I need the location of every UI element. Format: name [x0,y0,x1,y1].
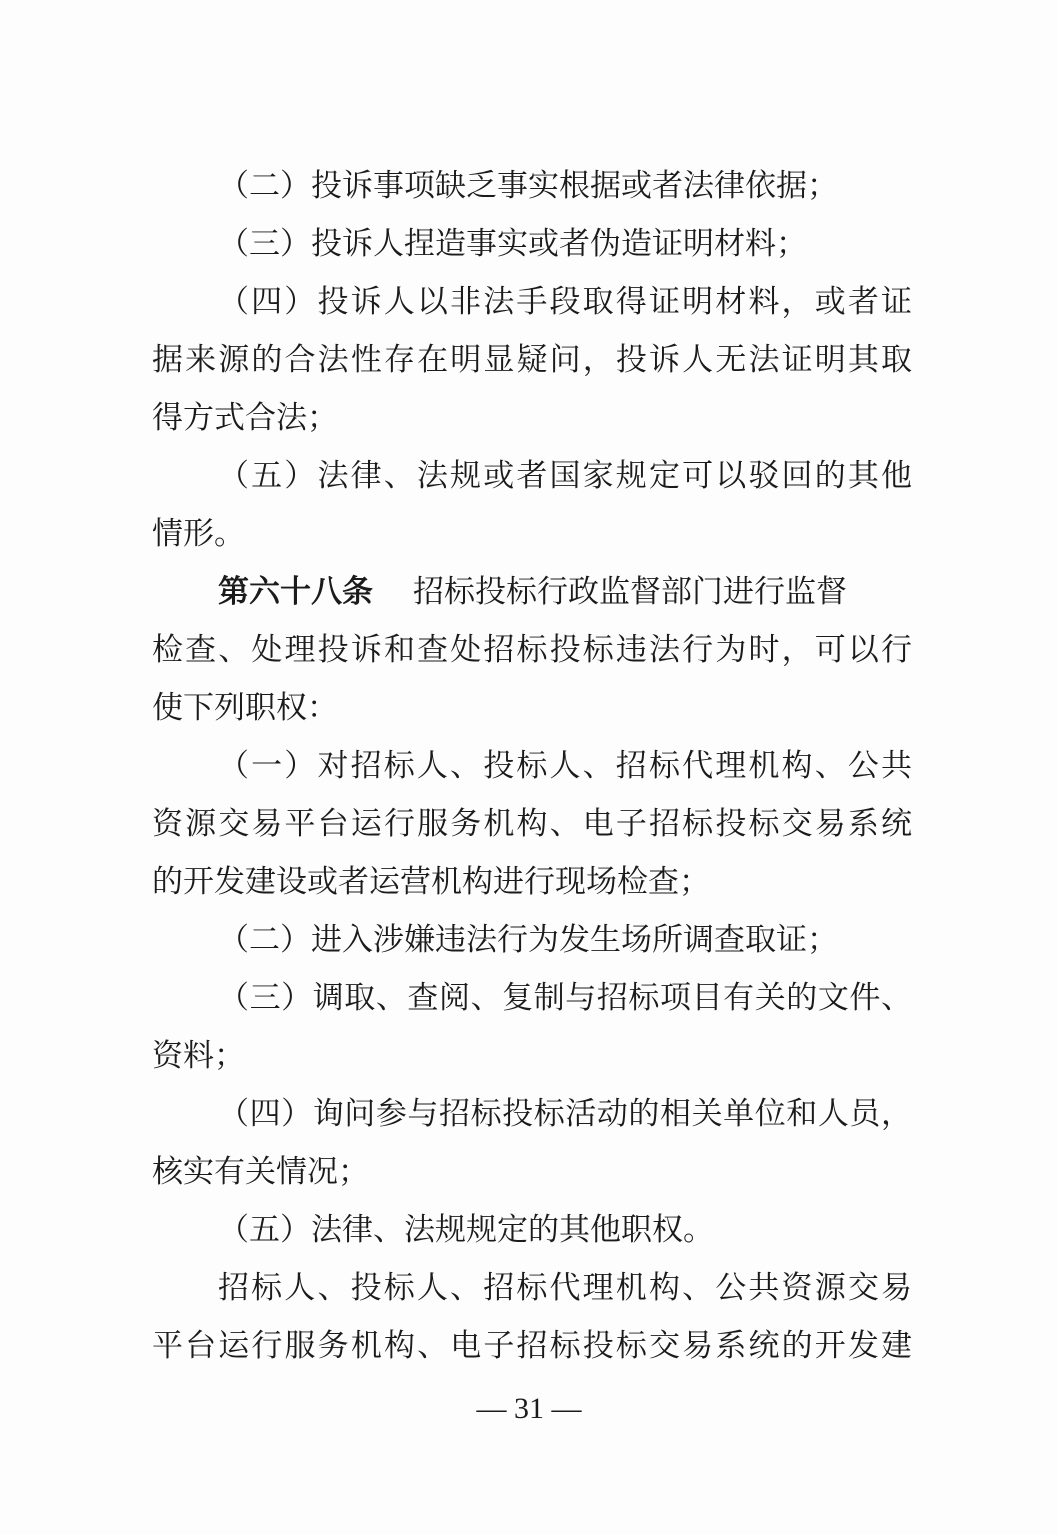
paragraph-line: 使下列职权： [152,690,338,726]
paragraph-line: （二）进入涉嫌违法行为发生场所调查取证； [218,922,838,958]
article-heading-line [152,563,912,621]
paragraph-line: （三）调取、查阅、复制与招标项目有关的文件、 [218,980,912,1016]
page-number: — 31 — [476,1392,582,1425]
paragraph-line: （二）投诉事项缺乏事实根据或者法律依据； [218,168,838,204]
paragraph-line: 据来源的合法性存在明显疑问，投诉人无法证明其取 [152,342,912,378]
paragraph-line: （五）法律、法规规定的其他职权。 [218,1212,714,1248]
paragraph-line: （一）对招标人、投标人、招标代理机构、公共 [218,748,912,784]
paragraph-line: 的开发建设或者运营机构进行现场检查； [152,864,710,900]
paragraph-line: （三）投诉人捏造事实或者伪造证明材料； [218,226,807,262]
article-number: 第六十八条 [218,574,373,610]
body-text [152,157,912,1375]
paragraph-line: 核实有关情况； [152,1154,369,1190]
paragraph-line: 平台运行服务机构、电子招标投标交易系统的开发建 [152,1328,912,1364]
paragraph-line: 资源交易平台运行服务机构、电子招标投标交易系统 [152,806,912,842]
paragraph-line: 资料； [152,1038,245,1074]
paragraph-line: （四）询问参与招标投标活动的相关单位和人员， [218,1096,912,1132]
paragraph-line: （四）投诉人以非法手段取得证明材料，或者证 [218,284,912,320]
paragraph-line: 情形。 [152,516,245,552]
paragraph-line: （五）法律、法规或者国家规定可以驳回的其他 [218,458,912,494]
paragraph-line: 招标人、投标人、招标代理机构、公共资源交易 [218,1270,912,1306]
paragraph-line: 得方式合法； [152,400,338,436]
paragraph-text: 招标投标行政监督部门进行监督 [413,574,847,610]
paragraph-line: 检查、处理投诉和查处招标投标违法行为时，可以行 [152,632,912,668]
